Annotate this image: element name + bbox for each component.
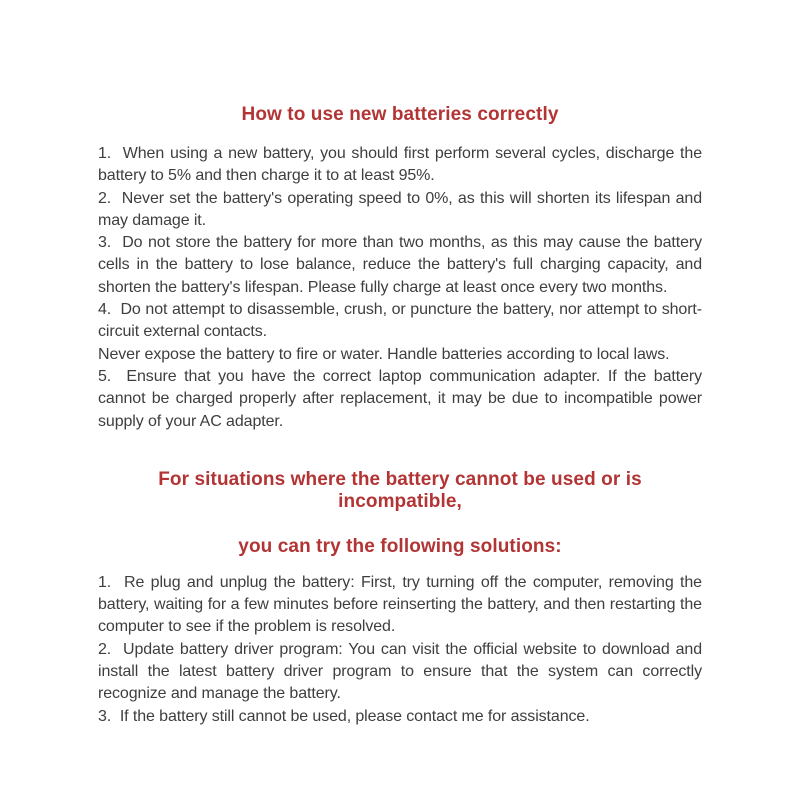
section1-title: How to use new batteries correctly	[241, 104, 559, 125]
instruction-paragraph-4: 4. Do not attempt to disassemble, crush, or puncture the battery, nor attempt to short-circuit external contacts.	[98, 301, 702, 341]
section1-instructions	[98, 143, 707, 433]
section2-title-line2: you can try the following solutions:	[238, 535, 562, 557]
section2-solutions	[98, 572, 707, 728]
solution-paragraph-2: 2. Update battery driver program: You can visit the official website to download and install the latest battery driver program to ensure that the system can correctly recognize and manage the battery.	[98, 640, 707, 703]
instruction-paragraph-1: 1. When using a new battery, you should first perform several cycles, discharge the battery to 5% and then charge it to at least 95%.	[98, 145, 707, 185]
document-content	[98, 0, 707, 728]
solution-paragraph-3: 3. If the battery still cannot be used, please contact me for assistance.	[98, 707, 590, 725]
instruction-paragraph-6: 5. Ensure that you have the correct laptop communication adapter. If the battery cannot be charged properly after replacement, it may be due to incompatible power supply of your AC adapter.	[98, 367, 707, 430]
section2-title-line1: For situations where the battery cannot be used or is incompatible,	[158, 468, 642, 512]
solution-paragraph-1: 1. Re plug and unplug the battery: First, try turning off the computer, removing the battery, waiting for a few minutes before reinserting the battery, and then restarting the computer to see if the problem is resolved.	[98, 573, 707, 636]
instruction-paragraph-3: 3. Do not store the battery for more than two months, as this may cause the battery cells in the battery to lose balance, reduce the battery's full charging capacity, and shorten the battery's lifespan. Please fully charge at least once every two months.	[98, 234, 707, 296]
instruction-paragraph-2: 2. Never set the battery's operating speed to 0%, as this will shorten its lifespan and may damage it.	[98, 189, 707, 229]
instruction-paragraph-5: Never expose the battery to fire or water. Handle batteries according to local laws.	[98, 345, 670, 363]
